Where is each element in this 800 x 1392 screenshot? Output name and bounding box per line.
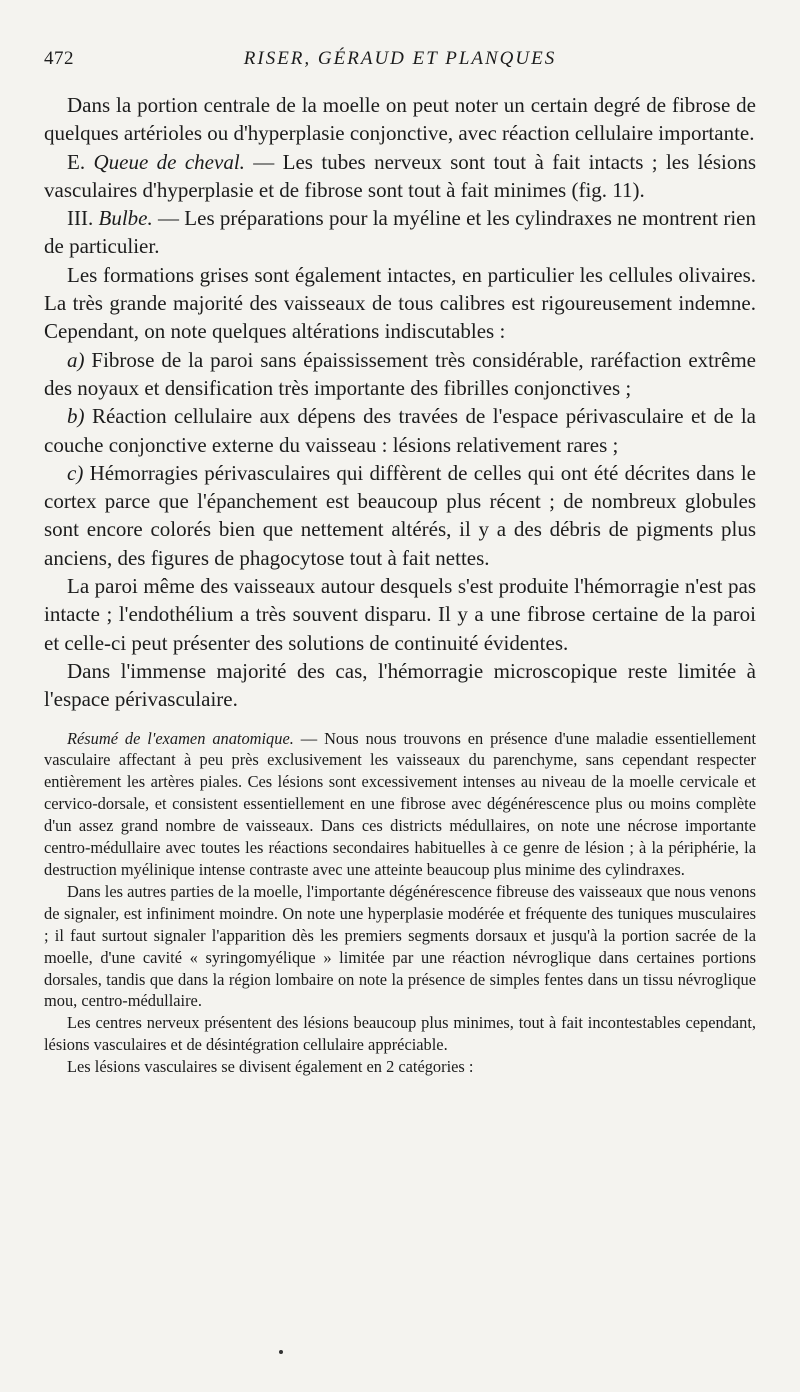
list-item xyxy=(44,402,756,459)
running-header xyxy=(44,48,756,78)
paragraph: Les formations grises sont également intactes, en particulier les cellules olivaires. La très grande majorité des vaisseaux de tous calibres est rigoureusement indemne. Cependant, on note quelques altérations indiscutables : xyxy=(44,262,756,344)
paragraph xyxy=(44,204,756,261)
summary-section xyxy=(44,728,756,1079)
list-item-text: Fibrose de la paroi sans épaississement très considérable, raréfaction extrême des noyaux et densification très importante des fibrilles conjonctives ; xyxy=(44,347,756,400)
list-item xyxy=(44,459,756,572)
paragraph: La paroi même des vaisseaux autour desquels s'est produite l'hémorragie n'est pas intacte ; l'endothélium a très souvent disparu. Il y a une fibrose certaine de la paroi et celle-ci peut présenter des solutions de continuité évidentes. xyxy=(44,574,756,655)
paragraph: Dans la portion centrale de la moelle on peut noter un certain degré de fibrose de quelques artérioles ou d'hyperplasie conjonctive, avec réaction cellulaire importante. xyxy=(44,93,756,146)
paragraph: Dans l'immense majorité des cas, l'hémorragie microscopique reste limitée à l'espace périvasculaire. xyxy=(44,658,756,712)
summary-text: — Nous nous trouvons en présence d'une maladie essentiellement vasculaire affectant à peu près exclusivement les vaisseaux du parenchyme, sans cependant respecter entièrement les artères piales. Ces lésions sont excessivement intenses au niveau de la moelle cervicale et cervico-dorsale, et consistent essentiellement en une fibrose avec dégénérescence plus ou moins complète d'un assez grand nombre de vaisseaux. Dans ces districts médullaires, on note une nécrose importante centro-médullaire avec toutes les réactions secondaires habituelles à ce genre de lésion ; à la périphérie, la destruction myélinique intense contraste avec une atteinte beaucoup plus minime des cylindraxes. xyxy=(44,728,756,879)
list-item xyxy=(44,346,756,403)
section-label: E. xyxy=(67,149,86,174)
list-marker: b) xyxy=(67,404,85,429)
summary-paragraph: Les centres nerveux présentent des lésions beaucoup plus minimes, tout à fait incontestables cependant, lésions vasculaires et de désintégration cellulaire appréciable. xyxy=(44,1013,756,1055)
summary-paragraph: Dans les autres parties de la moelle, l'importante dégénérescence fibreuse des vaisseaux que nous venons de signaler, est infiniment moindre. On note une hyperplasie modérée et fréquente des tuniques musculaires ; il faut surtout signaler l'apparition dès les premiers segments dorsaux et jusqu'à la portion sacrée de la moelle, d'une cavité « syringomyélique » limitée par une réaction névroglique dans certaines portions dorsales, tandis que dans la région lombaire on note la présence de simples fentes dans un tissu névroglique mou, centro-médullaire. xyxy=(44,881,756,1011)
summary-heading: Résumé de l'examen anatomique. xyxy=(67,728,294,748)
ink-dot xyxy=(279,1350,283,1354)
summary-paragraph: Les lésions vasculaires se divisent également en 2 catégories : xyxy=(67,1057,474,1077)
list-item-text: Réaction cellulaire aux dépens des travées de l'espace périvasculaire et de la couche conjonctive externe du vaisseau : lésions relativement rares ; xyxy=(44,404,756,457)
list-marker: a) xyxy=(67,347,85,372)
paragraph-text: — Les préparations pour la myéline et les cylindraxes ne montrent rien de particulier. xyxy=(44,206,756,259)
body-text xyxy=(44,91,756,714)
section-heading: Bulbe. xyxy=(98,206,153,231)
list-marker: c) xyxy=(67,460,84,485)
paragraph-text: — Les tubes nerveux sont tout à fait intacts ; les lésions vasculaires d'hyperplasie et de fibrose sont tout à fait minimes (fig. 11). xyxy=(44,149,757,202)
summary-paragraph xyxy=(44,728,756,881)
paragraph xyxy=(44,148,756,205)
section-heading: Queue de cheval. xyxy=(93,149,245,174)
page xyxy=(44,48,756,1078)
page-number: 472 xyxy=(44,48,74,69)
running-title: RISER, GÉRAUD ET PLANQUES xyxy=(243,48,557,69)
section-label: III. xyxy=(67,206,94,231)
list-item-text: Hémorragies périvasculaires qui diffèrent de celles qui ont été décrites dans le cortex parce que l'épanchement est beaucoup plus récent ; de nombreux globules sont encore colorés bien que nettement altérés, il y a des débris de pigments plus anciens, des figures de phagocytose tout à fait nettes. xyxy=(44,460,756,570)
